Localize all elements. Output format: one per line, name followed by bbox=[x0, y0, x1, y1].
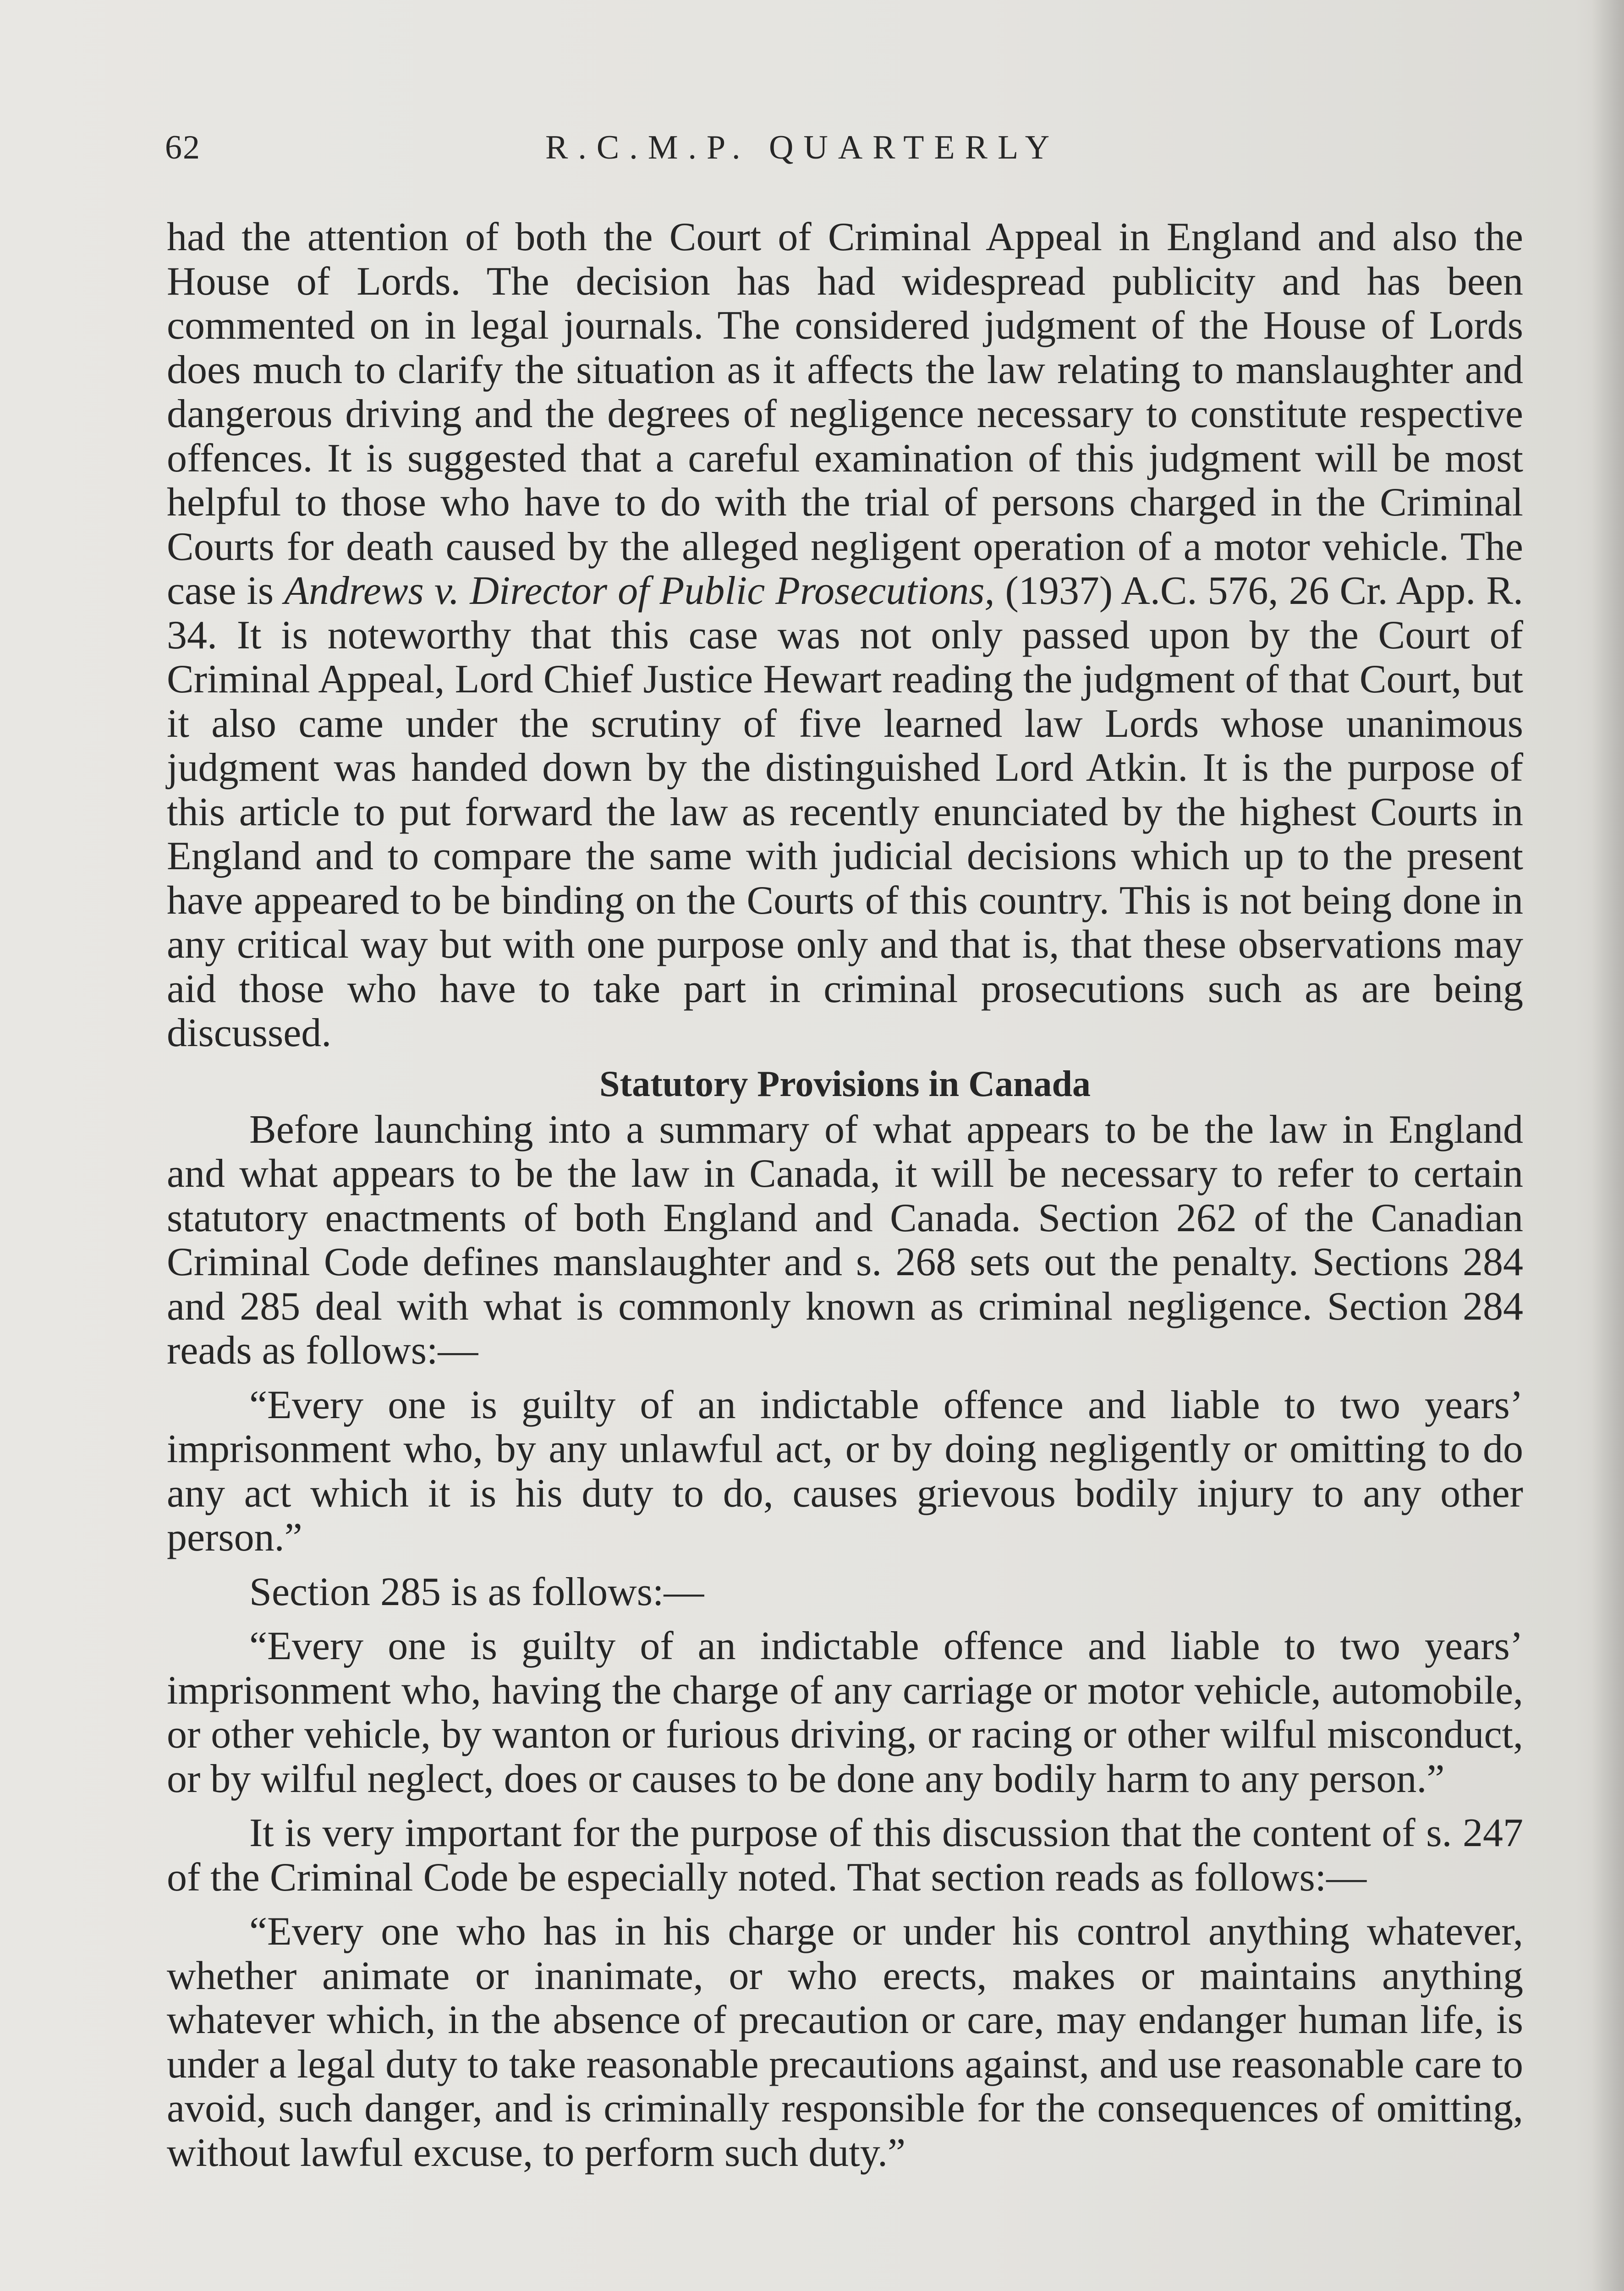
running-head bbox=[165, 124, 1540, 174]
quote-section-247: “Every one who has in his charge or under his control anything whatever, whether animate or inanimate, or who erects, makes or maintains anything whatever which, in the absence of precaution or care, may endanger human life, is under a legal duty to take reasonable precautions against, and use reasonable care to avoid, such danger, and is criminally responsible for the consequences of omitting, without lawful excuse, to perform such duty.” bbox=[167, 1909, 1523, 2175]
article-body bbox=[167, 215, 1523, 2175]
paragraph-intro bbox=[167, 215, 1523, 1056]
page-number: 62 bbox=[165, 129, 201, 166]
case-citation: Andrews v. Director of Public Prosecutions, bbox=[284, 569, 995, 613]
paragraph-section-247-intro: It is very important for the purpose of this discussion that the content of s. 247 of the Criminal Code be especially noted. That section reads as follows:— bbox=[167, 1811, 1523, 1900]
journal-title: R.C.M.P. QUARTERLY bbox=[545, 129, 1060, 166]
paragraph-statutes: Before launching into a summary of what appears to be the law in England and what appears to be the law in Canada, it will be necessary to refer to certain statutory enactments of both England and Canada. Section 262 of the Canadian Criminal Code defines manslaughter and s. 268 sets out the penalty. Sections 284 and 285 deal with what is commonly known as criminal negligence. Section 284 reads as follows:— bbox=[167, 1107, 1523, 1373]
paragraph-intro-text-2: (1937) A.C. 576, 26 Cr. App. R. 34. It is noteworthy that this case was not only passed upon by the Court of Criminal Appeal, Lord Chief Justice Hewart reading the judgment of that Court, but it also came under the scrutiny of five learned law Lords whose unanimous judgment was handed down by the distinguished Lord Atkin. It is the purpose of this article to put forward the law as recently enunciated by the highest Courts in England and to compare the same with judicial decisions which up to the present have appeared to be binding on the Courts of this country. This is not being done in any critical way but with one purpose only and that is, that these observations may aid those who have to take part in criminal prosecutions such as are being discussed. bbox=[167, 569, 1523, 1055]
section-heading: Statutory Provisions in Canada bbox=[599, 1063, 1091, 1104]
quote-section-285: “Every one is guilty of an indictable offence and liable to two years’ imprisonment who, having the charge of any carriage or motor vehicle, automobile, or other vehicle, by wanton or furious driving, or racing or other wilful misconduct, or by wilful neglect, does or causes to be done any bodily harm to any person.” bbox=[167, 1624, 1523, 1801]
paragraph-intro-text-1: had the attention of both the Court of Criminal Appeal in England and also the House of Lords. The decision has had widespread publicity and has been commented on in legal journals. The considered judgment of the House of Lords does much to clarify the situation as it affects the law relating to manslaughter and dangerous driving and the degrees of negligence necessary to constitute respective offences. It is suggested that a careful examination of this judgment will be most helpful to those who have to do with the trial of persons charged in the Criminal Courts for death caused by the alleged negligent operation of a motor vehicle. The case is bbox=[167, 215, 1523, 613]
paragraph-section-285-intro: Section 285 is as follows:— bbox=[249, 1569, 704, 1614]
quote-section-284: “Every one is guilty of an indictable offence and liable to two years’ imprisonment who, by any unlawful act, or by doing negligently or omitting to do any act which it is his duty to do, causes grievous bodily injury to any other person.” bbox=[167, 1382, 1523, 1560]
page-edge-shadow bbox=[1592, 0, 1624, 2291]
